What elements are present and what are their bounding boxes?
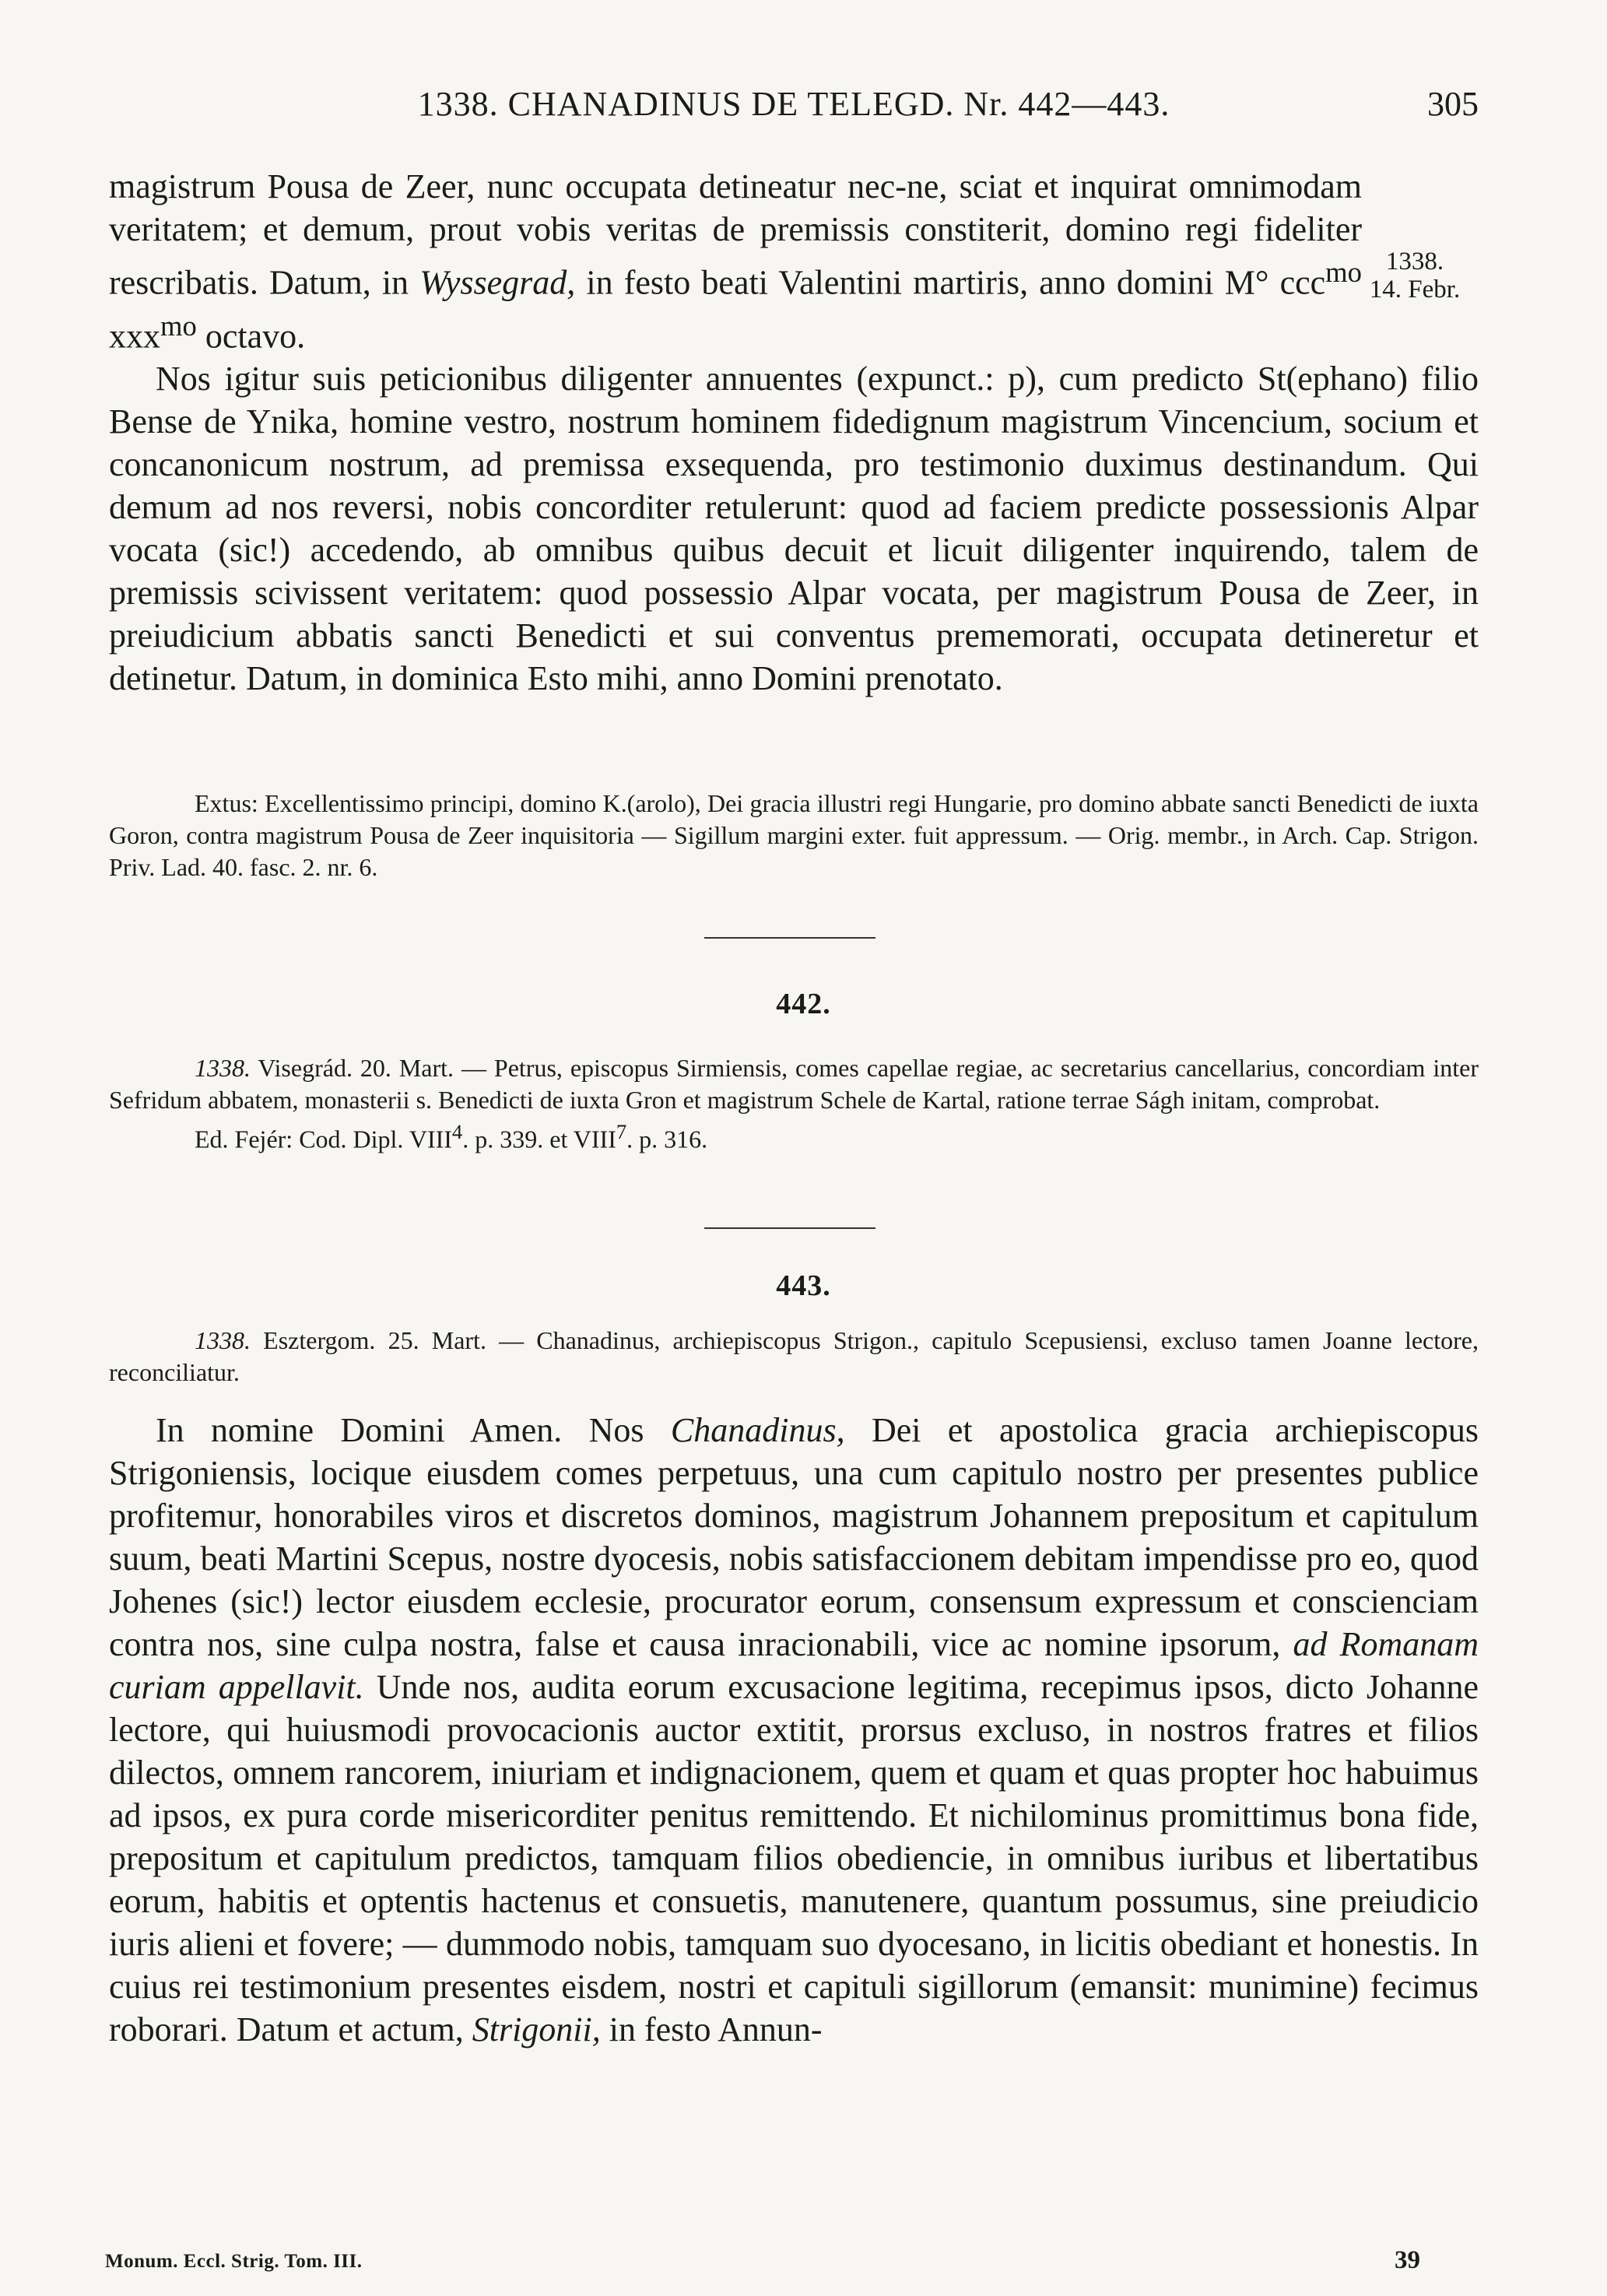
place-name: Wyssegrad, — [419, 263, 576, 302]
doc-442-edition: Ed. Fejér: Cod. Dipl. VIII$^4$. p. 339. et VIII$^7$. p. 316. — [195, 1120, 708, 1153]
summary-year: 1338. — [195, 1054, 251, 1082]
summary-year: 1338. — [195, 1326, 251, 1354]
doc-441-note: Extus: Excellentissimo principi, domino K.(arolo), Dei gracia illustri regi Hungarie, pro domino abbate sancti Benedicti de iuxta Goron, contra magistrum Pousa de Zeer inquisitoria — Sigillum margini exter. fuit appressum. — Orig. membr., in Arch. Cap. Strigon. Priv. Lad. 40. fasc. 2. nr. 6. — [109, 789, 1479, 881]
doc-443-summary: 1338. Esztergom. 25. Mart. — Chanadinus, archiepiscopus Strigon., capitulo Scepusiensi, excluso tamen Joanne lectore, reconciliatur. — [109, 1326, 1479, 1386]
page-number: 305 — [1427, 85, 1479, 123]
running-header — [109, 84, 1479, 131]
margin-date — [1345, 248, 1485, 304]
section-divider — [704, 937, 875, 939]
doc-441-paragraph-2: Nos igitur suis peticionibus diligenter annuentes (expunct.: p), cum predicto St(ephano) filio Bense de Ynika, homine vestro, nostrum hominem fidedignum magistrum Vincencium, socium et concanonicum nostrum, ad premissa exsequenda, pro testimonio duximus destinandum. Qui demum ad nos reversi, nobis concorditer retulerunt: quod ad faciem predicte possessionis Alpar vocata (sic!) accedendo, ab omnibus quibus decuit et licuit diligenter inquirendo, talem de premissis scivissent veritatem: quod possessio Alpar vocata, per magistrum Pousa de Zeer, in preiudicium abbatis sancti Benedicti et sui conventus prememorati, occupata detineretur et detinetur. Datum, in dominica Esto mihi, anno Domini prenotato. — [109, 360, 1479, 698]
margin-year: 1338. — [1385, 248, 1444, 276]
doc-441-continuation — [109, 165, 1479, 700]
doc-443-text: In nomine Domini Amen. Nos Chanadinus, Dei et apostolica gracia archiepiscopus Strigoniensis, locique eiusdem comes perpetuus, una cum capitulo nostro per presentes publice profitemur, honorabiles viros et discretos dominos, magistrum Johannem prepositum et capitulum suum, beati Martini Scepus, nostre dyocesis, nobis satisfaccionem debitam impendisse pro eo, quod Johenes (sic!) lector eiusdem ecclesie, procurator eorum, consensum expressum et conscienciam contra nos, sine culpa nostra, false et causa inracionabili, vice ac nomine ipsorum, ad Romanam curiam appellavit. Unde nos, audita eorum excusacione legitima, recepimus ipsos, dicto Johanne lectore, qui huiusmodi provocacionis auctor extitit, prorsus excluso, in nostros fratres et filios dilectos, omnem rancorem, iniuriam et indignacionem, quem et quam et quas propter hoc habuimus ad ipsos, ex pura corde misericorditer penitus remittendo. Et nichilominus promittimus bona fide, prepositum et capitulum predictos, tamquam filios obediencie, in omnibus iuribus et libertatibus eorum, habitis et optentis hactenus et consuetis, manutenere, quantum possumus, sine preiudicio iuris alieni et fovere; — dummodo nobis, tamquam suo dyocesano, in licitis obediant et honestis. In cuius rei testimonium presentes eisdem, nostri et capituli sigillorum (emansit: munimine) fecimus roborari. Datum et actum, Strigonii, in festo Annun- — [109, 1411, 1479, 2048]
doc-number-442: 442. — [776, 988, 831, 1020]
footer-signature: Monum. Eccl. Strig. Tom. III. — [105, 2251, 363, 2272]
doc-number-443: 443. — [776, 1269, 831, 1302]
running-title: 1338. CHANADINUS DE TELEGD. Nr. 442—443. — [417, 85, 1170, 123]
author-name: Chanadinus, — [670, 1411, 845, 1449]
margin-day: 14. Febr. — [1369, 276, 1461, 304]
appeal-phrase: ad Romanam curiam appellavit. — [109, 1625, 1479, 1706]
place-name: Strigonii, — [472, 2010, 601, 2048]
footer-sheet-number: 39 — [1395, 2246, 1420, 2274]
section-divider — [704, 1227, 875, 1229]
doc-442-summary: 1338. Visegrád. 20. Mart. — Petrus, episcopus Sirmiensis, comes capellae regiae, ac secretarius cancellarius, concordiam inter Sefridum abbatem, monasterii s. Benedicti de iuxta Gron et magistrum Schele de Kartal, ratione terrae Ságh initam, comprobat. Ed. Fejér: Cod. Dipl. VIII$^4$. p. 339. et VIII$^7$. p. 316. — [109, 1052, 1479, 1156]
doc-441-paragraph-1: magistrum Pousa de Zeer, nunc occupata detineatur nec-ne, sciat et inquirat omnimodam veritatem; et demum, prout vobis veritas de premissis constiterit, domino regi fideliter rescribatis. Datum, in Wyssegrad, in festo beati Valentini martiris, anno domini M° ccc$^{mo}$ xxx$^{mo}$ octavo. — [109, 167, 1362, 356]
